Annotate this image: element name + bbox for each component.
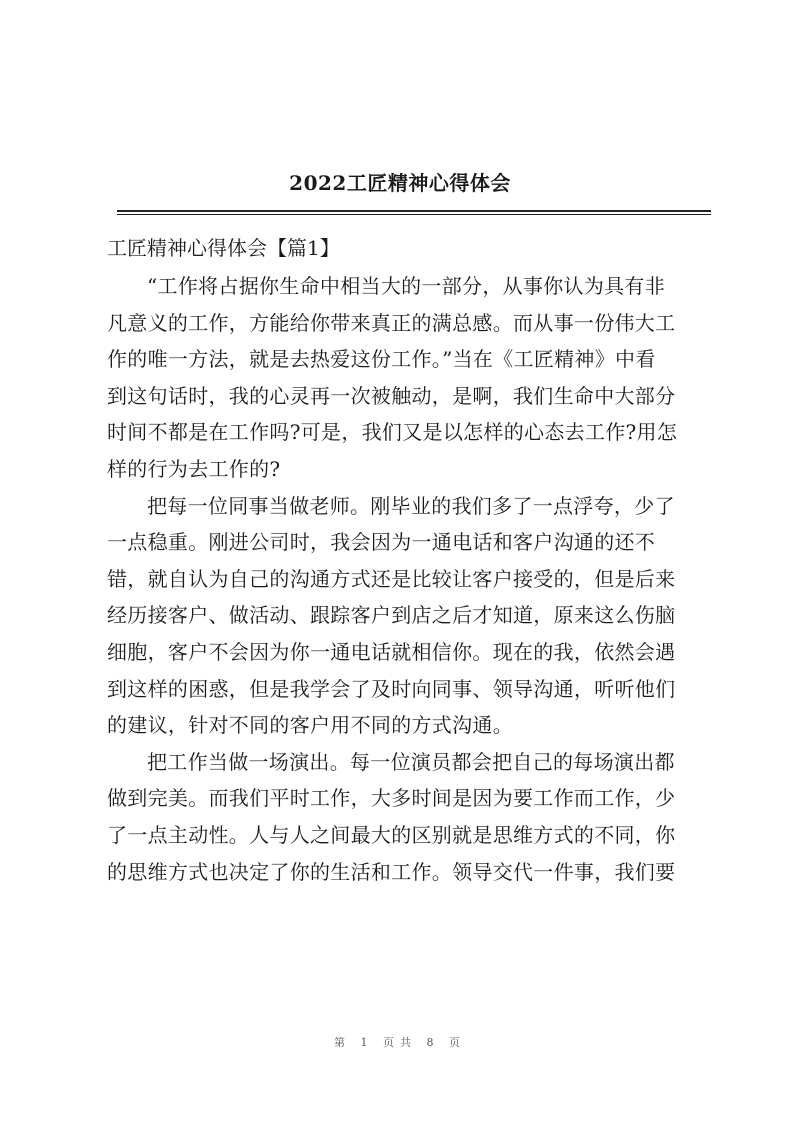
section-heading: 工匠精神心得体会【篇1】 <box>107 236 340 260</box>
text-line: 一点稳重。刚进公司时，我会因为一通电话和客户沟通的还不 <box>107 530 656 555</box>
text-line: 经历接客户、做活动、跟踪客户到店之后才知道，原来这么伤脑 <box>107 603 676 628</box>
text-line: 做到完美。而我们平时工作，大多时间是因为要工作而工作，少 <box>107 786 676 811</box>
text-line: 时间不都是在工作吗?可是，我们又是以怎样的心态去工作?用怎 <box>107 420 678 445</box>
text-line: 样的行为去工作的? <box>107 456 281 481</box>
text-line: “工作将占据你生命中相当大的一部分，从事你认为具有非 <box>147 274 666 298</box>
text-line: 把每一位同事当做老师。刚毕业的我们多了一点浮夸，少了 <box>147 493 675 518</box>
text-line: 到这样的困惑，但是我学会了及时向同事、领导沟通，听听他们 <box>107 676 676 701</box>
text-line: 到这句话时，我的心灵再一次被触动，是啊，我们生命中大部分 <box>107 383 676 408</box>
title-divider-thin <box>117 214 711 215</box>
text-line: 的建议，针对不同的客户用不同的方式沟通。 <box>107 713 513 738</box>
document-title: 2022工匠精神心得体会 <box>289 171 511 195</box>
text-line: 的思维方式也决定了你的生活和工作。领导交代一件事，我们要 <box>107 859 676 884</box>
text-line: 了一点主动性。人与人之间最大的区别就是思维方式的不同，你 <box>107 822 676 847</box>
text-line: 错，就自认为自己的沟通方式还是比较让客户接受的，但是后来 <box>107 566 676 591</box>
paragraph-3 <box>107 744 717 890</box>
text-line: 凡意义的工作，方能给你带来真正的满总感。而从事一份伟大工 <box>107 310 676 335</box>
text-line: 把工作当做一场演出。每一位演员都会把自己的每场演出都 <box>147 749 675 774</box>
title-divider <box>117 210 711 212</box>
text-line: 作的唯一方法，就是去热爱这份工作。”当在《工匠精神》中看 <box>107 347 656 372</box>
text-line: 细胞，客户不会因为你一通电话就相信你。现在的我，依然会遇 <box>107 639 676 664</box>
document-body <box>107 268 717 890</box>
paragraph-2 <box>107 488 717 744</box>
page-number-footer: 第 1 页共 8 页 <box>334 1036 466 1049</box>
paragraph-1 <box>107 268 717 488</box>
